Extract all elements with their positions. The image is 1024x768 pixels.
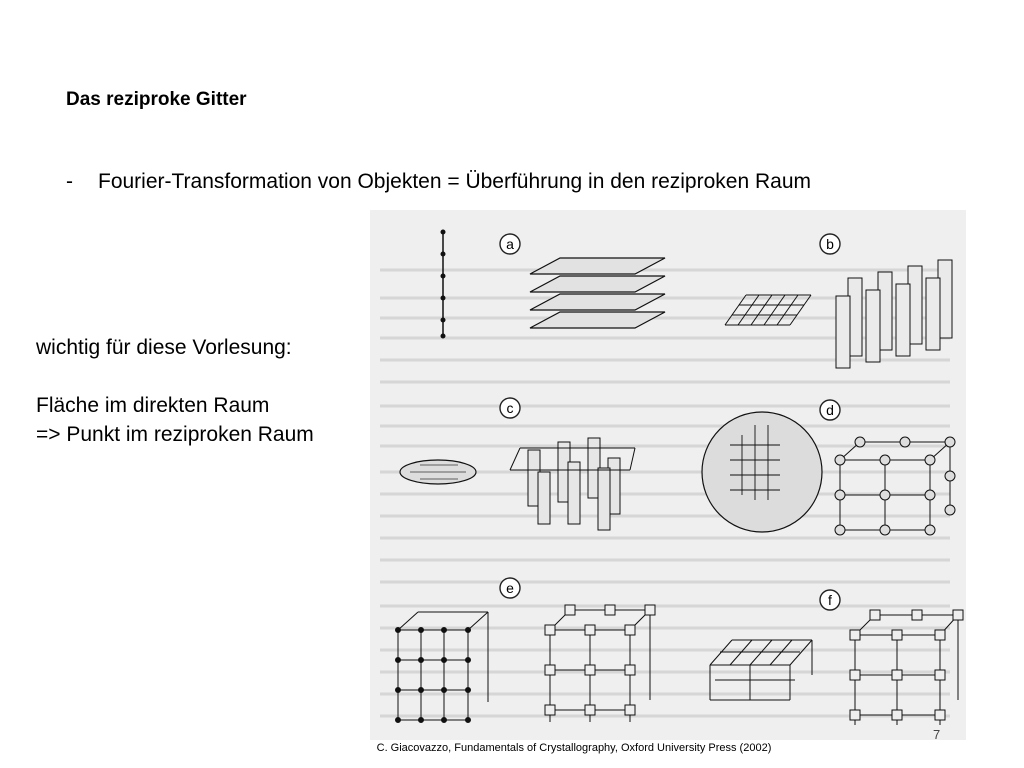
side-note-heading: wichtig für diese Vorlesung: [36,336,292,359]
panel-label-e [500,578,520,598]
panel-label-c-text: c [506,400,514,416]
panel-label-a [500,234,520,254]
panel-d-sphere [702,412,822,532]
panel-label-f [820,590,840,610]
panel-a-point-row [441,230,446,339]
panel-label-a-text: a [506,236,514,252]
panel-label-c [500,398,520,418]
slide-title: Das reziproke Gitter [66,89,247,110]
side-note-line-direct: Fläche im direkten Raum [36,394,270,417]
panel-e-cube-lattice [545,605,655,722]
side-note [36,333,314,449]
panel-label-f-text: f [828,592,832,608]
crystallography-figure [370,210,966,740]
panel-label-d-text: d [826,402,834,418]
bullet-item [66,170,811,194]
figure-citation: C. Giacovazzo, Fundamentals of Crystallography, Oxford University Press (2002) [376,742,772,754]
panel-label-b-text: b [826,236,834,252]
bullet-text: Fourier-Transformation von Objekten = Überführung in den reziproken Raum [98,170,811,193]
panel-label-d [820,400,840,420]
panel-label-b [820,234,840,254]
panel-c-disk [400,460,476,484]
side-note-line-reciprocal: => Punkt im reziproken Raum [36,423,314,446]
panel-a-stacked-planes [530,258,665,328]
panel-d-sphere-lattice [835,437,955,535]
bullet-marker: - [66,170,73,193]
page-number: 7 [933,727,941,742]
panel-label-e-text: e [506,580,514,596]
panel-b-rod-array [836,260,952,368]
